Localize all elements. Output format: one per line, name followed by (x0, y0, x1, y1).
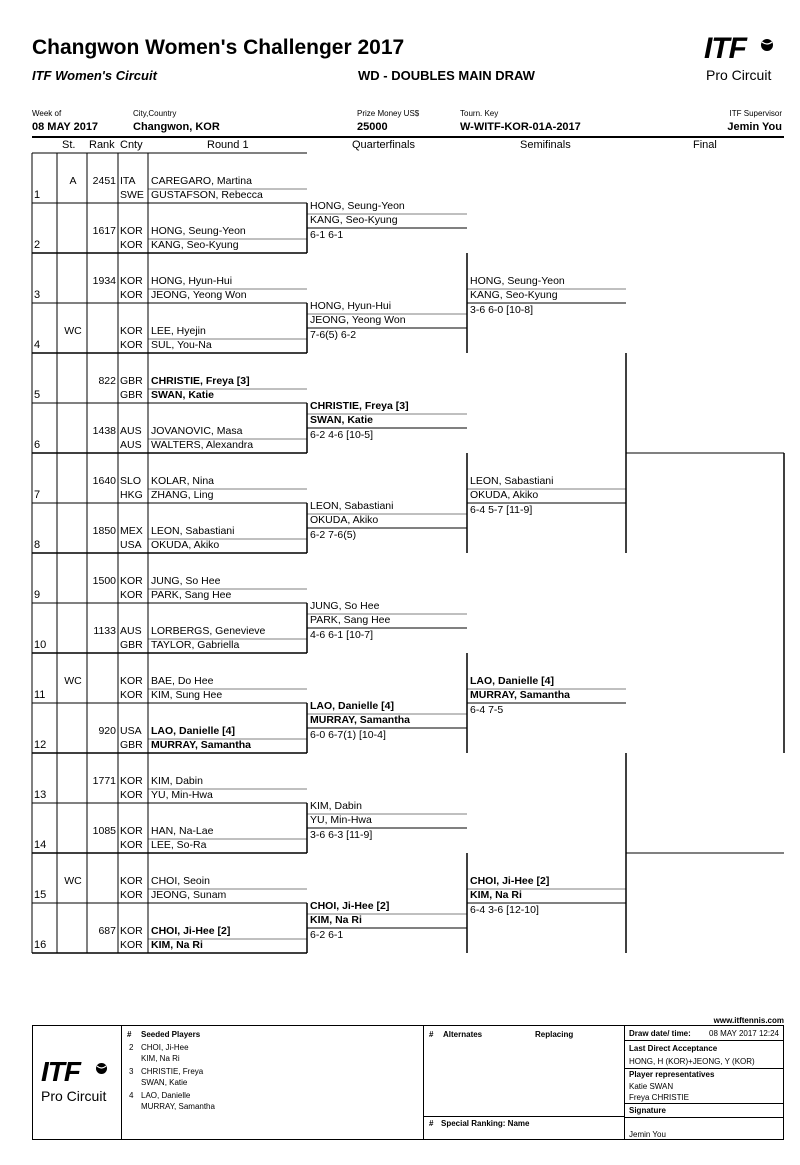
entry-country-1: KOR (120, 675, 143, 687)
entry-status: WC (64, 325, 82, 337)
entry-player-1: CHOI, Seoin (151, 875, 210, 887)
qf-score: 3-6 6-3 [11-9] (310, 829, 373, 841)
entry-rank: 1850 (92, 525, 116, 537)
qf-player-1: CHRISTIE, Freya [3] (310, 400, 409, 412)
qf-score: 6-1 6-1 (310, 229, 344, 241)
qf-score: 6-2 7-6(5) (310, 529, 357, 541)
entry-player-1: JOVANOVIC, Masa (151, 425, 243, 437)
entry-player-1: LORBERGS, Genevieve (151, 625, 266, 637)
sf-player-1: LEON, Sabastiani (470, 475, 554, 487)
entry-country-2: KOR (120, 239, 143, 251)
entry-number: 15 (34, 889, 47, 901)
entry-country-1: KOR (120, 275, 143, 287)
sf-player-2: MURRAY, Samantha (470, 689, 570, 701)
entry-rank: 1617 (92, 225, 116, 237)
entry-country-2: USA (120, 539, 142, 551)
entry-country-2: AUS (120, 439, 142, 451)
draw-date-label: Draw date/ time: (629, 1029, 691, 1038)
sf-player-2: KIM, Na Ri (470, 889, 522, 901)
rep-1: Katie SWAN (629, 1082, 674, 1091)
entry-rank: 1438 (92, 425, 116, 437)
seed-number: 2 (129, 1043, 134, 1052)
website: www.itftennis.com (713, 1016, 784, 1025)
prize-label: Prize Money US$ (357, 109, 420, 118)
footer-pro-circuit-text: Pro Circuit (41, 1088, 107, 1104)
sf-player-1: HONG, Seung-Yeon (470, 275, 565, 287)
entry-player-1: CAREGARO, Martina (151, 175, 252, 187)
seed-player-1: CHRISTIE, Freya (141, 1067, 204, 1076)
entry-player-2: JEONG, Yeong Won (151, 289, 247, 301)
city-label: City,Country (133, 109, 177, 118)
entry-player-2: ZHANG, Ling (151, 489, 214, 501)
entry-player-1: BAE, Do Hee (151, 675, 214, 687)
entry-player-2: KANG, Seo-Kyung (151, 239, 239, 251)
draw-date-value: 08 MAY 2017 12:24 (709, 1029, 779, 1038)
entry-player-1: KIM, Dabin (151, 775, 203, 787)
entry-country-1: KOR (120, 225, 143, 237)
entry-country-2: KOR (120, 789, 143, 801)
entry-rank: 1934 (92, 275, 116, 287)
entry-number: 14 (34, 839, 47, 851)
entry-status: A (69, 175, 77, 187)
entry-country-2: HKG (120, 489, 143, 501)
col-round1: Round 1 (207, 139, 249, 151)
entry-number: 16 (34, 939, 47, 951)
sf-player-2: KANG, Seo-Kyung (470, 289, 558, 301)
sf-player-1: CHOI, Ji-Hee [2] (470, 875, 550, 887)
entry-player-1: KOLAR, Nina (151, 475, 215, 487)
seeded-title: Seeded Players (141, 1030, 201, 1039)
footer-box (32, 1025, 784, 1140)
col-rank: Rank (89, 139, 115, 151)
entry-player-2: MURRAY, Samantha (151, 739, 251, 751)
circuit-name: ITF Women's Circuit (32, 68, 157, 83)
col-quarterfinals: Quarterfinals (352, 139, 415, 151)
entry-player-2: JEONG, Sunam (151, 889, 227, 901)
rep-2: Freya CHRISTIE (629, 1093, 690, 1102)
entry-country-2: KOR (120, 289, 143, 301)
entry-player-2: SUL, You-Na (151, 339, 212, 351)
entry-country-2: GBR (120, 639, 143, 651)
col-cnty: Cnty (120, 139, 143, 151)
entry-country-2: KOR (120, 889, 143, 901)
entry-country-1: AUS (120, 425, 142, 437)
city-value: Changwon, KOR (133, 121, 220, 133)
alternates-title: Alternates (443, 1030, 483, 1039)
entry-country-1: SLO (120, 475, 142, 487)
entry-country-2: SWE (120, 189, 144, 201)
qf-player-1: CHOI, Ji-Hee [2] (310, 900, 390, 912)
entry-player-2: SWAN, Katie (151, 389, 215, 401)
entry-rank: 1771 (92, 775, 116, 787)
entry-number: 11 (34, 689, 46, 701)
entry-number: 5 (34, 389, 41, 401)
entry-player-1: HONG, Seung-Yeon (151, 225, 246, 237)
entry-number: 2 (34, 239, 41, 251)
col-semifinals: Semifinals (520, 139, 571, 151)
entry-country-2: KOR (120, 689, 143, 701)
alternates-hash: # (429, 1030, 434, 1039)
seed-player-2: MURRAY, Samantha (141, 1102, 215, 1111)
entry-number: 6 (34, 439, 41, 451)
entry-rank: 687 (98, 925, 116, 937)
sf-player-1: LAO, Danielle [4] (470, 675, 555, 687)
entry-player-1: CHOI, Ji-Hee [2] (151, 925, 231, 937)
itf-logo-text: ITF (704, 32, 746, 65)
footer-itf-logo (37, 1056, 117, 1116)
seed-player-1: LAO, Danielle (141, 1091, 191, 1100)
qf-player-2: YU, Min-Hwa (310, 814, 372, 826)
special-ranking-title: Special Ranking: Name (441, 1119, 530, 1128)
lda-value: HONG, H (KOR)+JEONG, Y (KOR) (629, 1057, 755, 1066)
entry-player-2: PARK, Sang Hee (151, 589, 232, 601)
qf-player-2: KANG, Seo-Kyung (310, 214, 398, 226)
entry-player-2: LEE, So-Ra (151, 839, 207, 851)
entry-country-2: KOR (120, 589, 143, 601)
seed-player-1: CHOI, Ji-Hee (141, 1043, 189, 1052)
entry-rank: 822 (98, 375, 116, 387)
entry-country-1: KOR (120, 575, 143, 587)
seed-player-2: SWAN, Katie (141, 1078, 188, 1087)
entry-number: 8 (34, 539, 41, 551)
col-st: St. (62, 139, 76, 151)
entry-number: 13 (34, 789, 47, 801)
entry-player-2: KIM, Sung Hee (151, 689, 223, 701)
entry-country-1: KOR (120, 875, 143, 887)
entry-country-1: KOR (120, 325, 143, 337)
entry-country-1: USA (120, 725, 142, 737)
entry-number: 1 (34, 189, 41, 201)
entry-player-1: LEON, Sabastiani (151, 525, 235, 537)
qf-score: 6-2 4-6 [10-5] (310, 429, 374, 441)
week-label: Week of (32, 109, 62, 118)
qf-player-1: KIM, Dabin (310, 800, 362, 812)
entry-number: 12 (34, 739, 47, 751)
qf-player-1: JUNG, So Hee (310, 600, 380, 612)
reps-label: Player representatives (629, 1070, 715, 1079)
supervisor-label: ITF Supervisor (729, 109, 782, 118)
entry-country-2: KOR (120, 839, 143, 851)
signature-value: Jemin You (629, 1130, 666, 1139)
week-value: 08 MAY 2017 (32, 121, 99, 133)
sf-score: 3-6 6-0 [10-8] (470, 304, 534, 316)
entry-number: 9 (34, 589, 41, 601)
seed-player-2: KIM, Na Ri (141, 1054, 180, 1063)
prize-value: 25000 (357, 121, 388, 133)
tournament-title: Changwon Women's Challenger 2017 (32, 36, 405, 59)
entry-player-2: TAYLOR, Gabriella (151, 639, 240, 651)
qf-player-1: HONG, Seung-Yeon (310, 200, 405, 212)
entry-country-1: ITA (120, 175, 136, 187)
entry-rank: 1500 (92, 575, 116, 587)
entry-country-1: GBR (120, 375, 143, 387)
entry-player-1: LEE, Hyejin (151, 325, 206, 337)
qf-score: 4-6 6-1 [10-7] (310, 629, 374, 641)
entry-rank: 1640 (92, 475, 116, 487)
entry-rank: 1085 (92, 825, 116, 837)
qf-player-2: MURRAY, Samantha (310, 714, 410, 726)
qf-score: 6-2 6-1 (310, 929, 344, 941)
entry-number: 10 (34, 639, 47, 651)
entry-player-2: WALTERS, Alexandra (151, 439, 254, 451)
entry-status: WC (64, 875, 82, 887)
seed-number: 4 (129, 1091, 134, 1100)
draw-type: WD - DOUBLES MAIN DRAW (358, 68, 535, 83)
tourn-key-value: W-WITF-KOR-01A-2017 (460, 121, 581, 133)
sf-player-2: OKUDA, Akiko (470, 489, 539, 501)
entry-player-2: GUSTAFSON, Rebecca (151, 189, 263, 201)
entry-country-1: KOR (120, 825, 143, 837)
qf-player-2: PARK, Sang Hee (310, 614, 391, 626)
qf-player-1: LEON, Sabastiani (310, 500, 394, 512)
qf-score: 6-0 6-7(1) [10-4] (310, 729, 386, 741)
entry-player-1: CHRISTIE, Freya [3] (151, 375, 250, 387)
entry-country-1: AUS (120, 625, 142, 637)
entry-country-2: GBR (120, 389, 143, 401)
seed-number: 3 (129, 1067, 134, 1076)
qf-score: 7-6(5) 6-2 (310, 329, 357, 341)
entry-player-1: HONG, Hyun-Hui (151, 275, 233, 287)
entry-number: 7 (34, 489, 41, 501)
supervisor-value: Jemin You (727, 121, 782, 133)
qf-player-2: JEONG, Yeong Won (310, 314, 406, 326)
entry-player-1: LAO, Danielle [4] (151, 725, 236, 737)
sf-score: 6-4 5-7 [11-9] (470, 504, 533, 516)
entry-country-1: KOR (120, 925, 143, 937)
entry-country-1: MEX (120, 525, 143, 537)
entry-rank: 2451 (92, 175, 116, 187)
entry-number: 3 (34, 289, 41, 301)
qf-player-1: HONG, Hyun-Hui (310, 300, 392, 312)
special-hash: # (429, 1119, 434, 1128)
replacing-title: Replacing (535, 1030, 574, 1039)
entry-country-2: GBR (120, 739, 143, 751)
entry-player-2: OKUDA, Akiko (151, 539, 220, 551)
col-final: Final (693, 139, 717, 151)
pro-circuit-text: Pro Circuit (706, 67, 772, 83)
sf-score: 6-4 3-6 [12-10] (470, 904, 539, 916)
qf-player-1: LAO, Danielle [4] (310, 700, 395, 712)
entry-rank: 1133 (93, 625, 116, 637)
sf-score: 6-4 7-5 (470, 704, 504, 716)
lda-label: Last Direct Acceptance (629, 1044, 718, 1053)
footer-itf-logo-text: ITF (41, 1056, 80, 1087)
entry-status: WC (64, 675, 82, 687)
signature-label: Signature (629, 1106, 666, 1115)
entry-country-2: KOR (120, 339, 143, 351)
entry-player-1: HAN, Na-Lae (151, 825, 214, 837)
qf-player-2: KIM, Na Ri (310, 914, 362, 926)
entry-player-2: KIM, Na Ri (151, 939, 203, 951)
entry-rank: 920 (98, 725, 116, 737)
entry-player-2: YU, Min-Hwa (151, 789, 213, 801)
tourn-key-label: Tourn. Key (460, 109, 499, 118)
entry-number: 4 (34, 339, 41, 351)
qf-player-2: OKUDA, Akiko (310, 514, 379, 526)
entry-country-2: KOR (120, 939, 143, 951)
entry-player-1: JUNG, So Hee (151, 575, 221, 587)
footer-tennis-ball-icon (95, 1062, 108, 1075)
qf-player-2: SWAN, Katie (310, 414, 374, 426)
seeded-hash: # (127, 1030, 132, 1039)
entry-country-1: KOR (120, 775, 143, 787)
